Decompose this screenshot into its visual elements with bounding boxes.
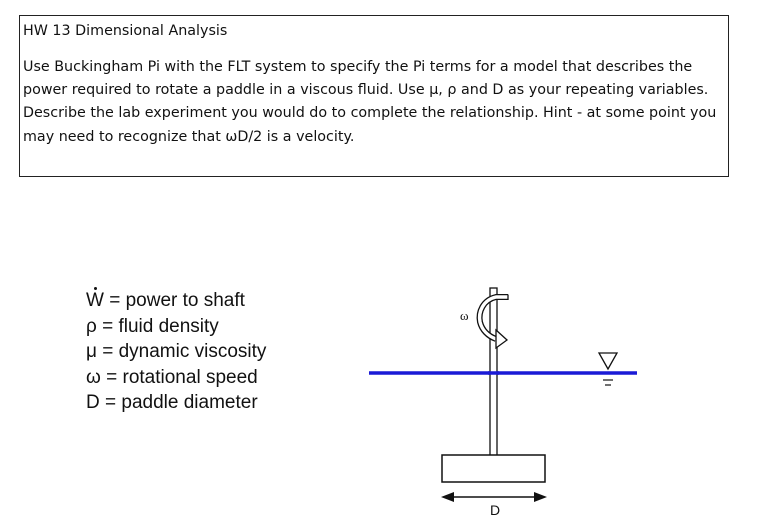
paddle-blade — [442, 455, 545, 482]
legend-desc: = power to shaft — [103, 290, 245, 311]
power-symbol: W — [86, 288, 104, 314]
legend-desc: = rotational speed — [100, 366, 258, 388]
homework-title: HW 13 Dimensional Analysis — [23, 23, 228, 39]
legend-desc: = fluid density — [96, 315, 219, 337]
legend-desc: = dynamic viscosity — [96, 341, 267, 362]
rotation-arrow-head-icon — [496, 330, 507, 348]
omega-label: ω — [460, 308, 469, 323]
legend-desc: = paddle diameter — [99, 392, 258, 413]
dimension-arrowhead-right-icon — [534, 492, 547, 502]
viscosity-symbol: μ — [86, 341, 97, 362]
free-surface-symbol-icon — [599, 353, 617, 369]
diameter-symbol: D — [86, 392, 100, 413]
dimension-arrowhead-left-icon — [441, 492, 454, 502]
diameter-label: D — [490, 502, 501, 518]
density-symbol: ρ — [86, 315, 97, 337]
rotational-speed-symbol: ω — [86, 366, 101, 388]
problem-text: Use Buckingham Pi with the FLT system to specify the Pi terms for a model that describes the power required to rotate a paddle in a viscous fluid. Use μ, ρ and D as your repeating variables. Describe the lab experiment you would do to complete the relationship. Hint - at some point you may need to recognize that ωD/2 is a velocity. — [23, 59, 717, 145]
